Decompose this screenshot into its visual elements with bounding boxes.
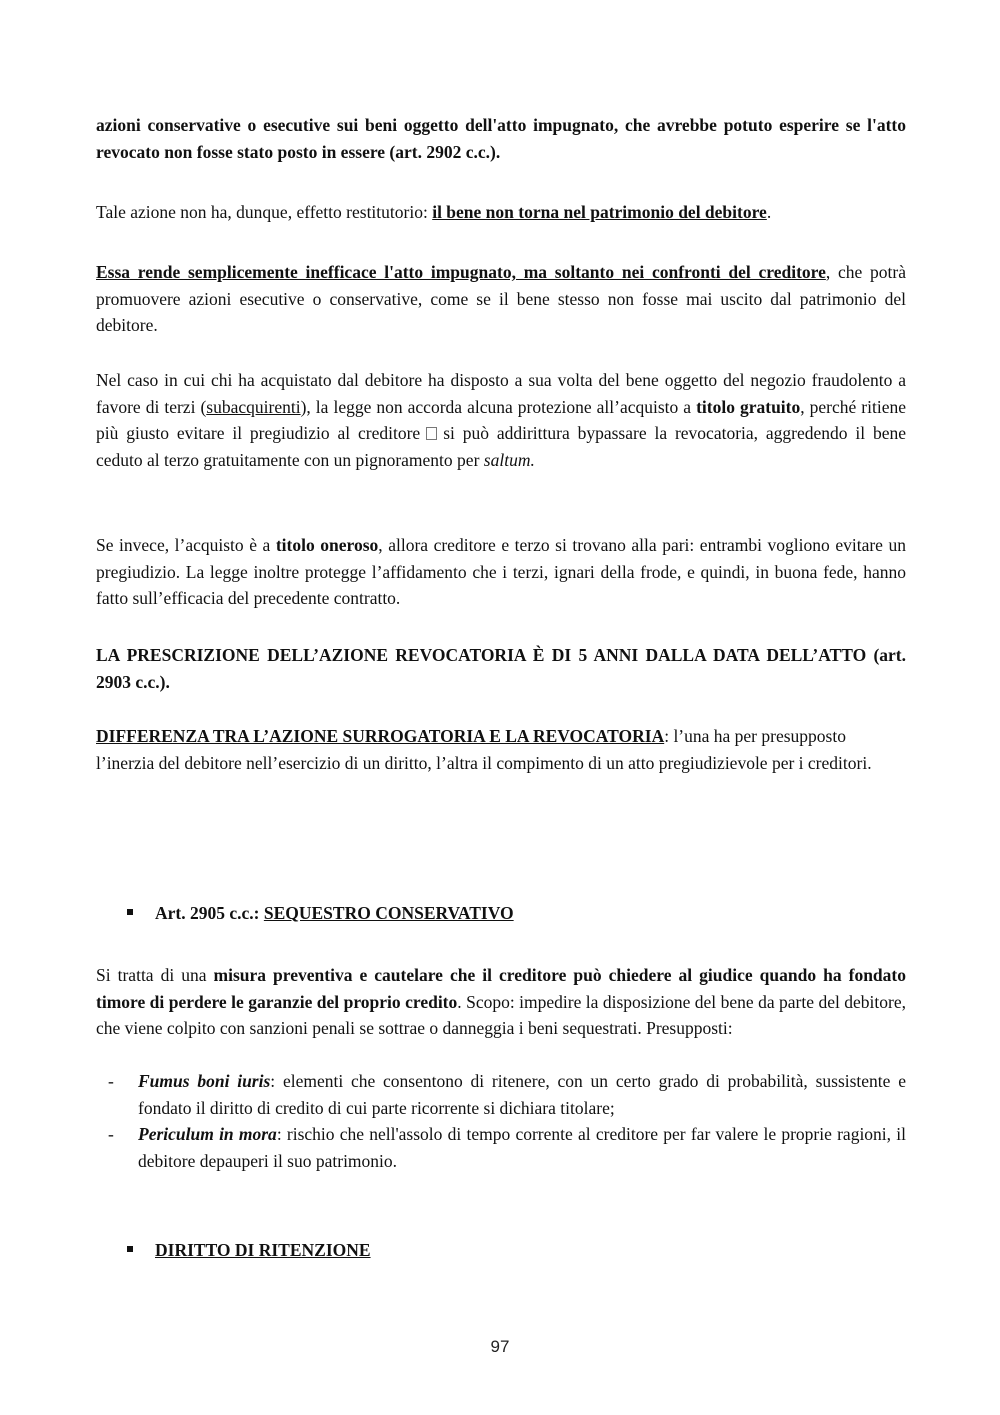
paragraph-titolo-oneroso: Se invece, l’acquisto è a titolo oneroso, allora creditore e terzo si trovano alla pari: entrambi vogliono evitare un pregiudizio. La legge inoltre protegge l’affidamento che i terzi, ignari della frode, e quindi, in buona fede, hanno fatto sull’efficacia del precedente contratto. [96, 535, 906, 608]
bold-text: misura preventiva e cautelare che il creditore può chiedere al giudice quando ha fondato timore di perdere le garanzie del proprio credito [96, 965, 906, 1012]
heading-sequestro-conservativo: Art. 2905 c.c.: SEQUESTRO CONSERVATIVO [127, 900, 514, 927]
paragraph-no-restitution: Tale azione non ha, dunque, effetto restitutorio: il bene non torna nel patrimonio del debitore. [96, 202, 772, 222]
underlined-bold-text: DIRITTO DI RITENZIONE [155, 1240, 371, 1260]
square-bullet-icon [127, 909, 133, 915]
italic-text: saltum. [483, 449, 535, 470]
underlined-bold-text: Essa rende semplicemente inefficace l'atto impugnato, ma soltanto nei confronti del creditore [96, 262, 826, 282]
paragraph-revocatoria-effects [96, 112, 906, 165]
underlined-bold-text: SEQUESTRO CONSERVATIVO [263, 903, 514, 923]
term-text: Fumus boni iuris [138, 1071, 271, 1091]
paragraph-inefficacy [96, 259, 906, 339]
paragraph-sequestro: Si tratta di una misura preventiva e cautelare che il creditore può chiedere al giudice quando ha fondato timore di perdere le garanzie del proprio credito. Scopo: impedire la disposizione del bene da parte del debitore, che viene colpito con sanzioni penali se sottrae o danneggia i beni sequestrati. Presupposti: [96, 965, 906, 1038]
missing-glyph-icon [426, 427, 437, 440]
presupposti-list [96, 1068, 906, 1174]
list-item: - Periculum in mora: rischio che nell'assolo di tempo corrente al creditore per far valere le proprie ragioni, il debitore depauperi il suo patrimonio. [108, 1124, 906, 1171]
text: Tale azione non ha, dunque, effetto restitutorio: [96, 202, 433, 222]
underlined-text: subacquirenti [206, 396, 301, 417]
bold-text: LA PRESCRIZIONE DELL’AZIONE REVOCATORIA È DI 5 ANNI DALLA DATA DELL’ATTO (art. 2903 c.c.). [96, 645, 906, 692]
underlined-bold-text: DIFFERENZA TRA L’AZIONE SURROGATORIA E LA REVOCATORIA [96, 726, 665, 746]
list-item: - Fumus boni iuris: elementi che consentono di ritenere, con un certo grado di probabilità, sussistente e fondato il diritto di credito di cui parte ricorrente si dichiara titolare; [108, 1071, 906, 1118]
bold-text: titolo gratuito [696, 396, 801, 417]
paragraph-subacquirenti: Nel caso in cui chi ha acquistato dal debitore ha disposto a sua volta del bene oggetto del negozio fraudolento a favore di terzi (subacquirenti), la legge non accorda alcuna protezione all’acquisto a titolo gratuito, perché ritiene più giusto evitare il pregiudizio al creditore si può addirittura bypassare la revocatoria, aggredendo il bene ceduto al terzo gratuitamente con un pignoramento per saltum. [96, 370, 907, 470]
term-text: Periculum in mora [138, 1124, 277, 1144]
square-bullet-icon [127, 1246, 133, 1252]
bold-text: titolo oneroso [275, 535, 379, 555]
paragraph-prescrizione [96, 642, 906, 695]
paragraph-differenza: DIFFERENZA TRA L’AZIONE SURROGATORIA E LA REVOCATORIA: l’una ha per presupposto l’inerzia del debitore nell’esercizio di un diritto, l’altra il compimento di un atto pregiudizievole per i creditori. [96, 726, 872, 773]
page-number: 97 [490, 1337, 510, 1356]
text: , che potrà promuovere azioni esecutive o conservative, come se il bene stesso non fosse mai uscito dal patrimonio del debitore. [96, 262, 907, 335]
underlined-bold-text: il bene non torna nel patrimonio del debitore [432, 202, 767, 222]
bold-text: azioni conservative o esecutive sui beni oggetto dell'atto impugnato, che avrebbe potuto esperire se l'atto revocato non fosse stato posto in essere (art. 2902 c.c.). [96, 115, 906, 162]
heading-diritto-di-ritenzione [127, 1237, 371, 1264]
